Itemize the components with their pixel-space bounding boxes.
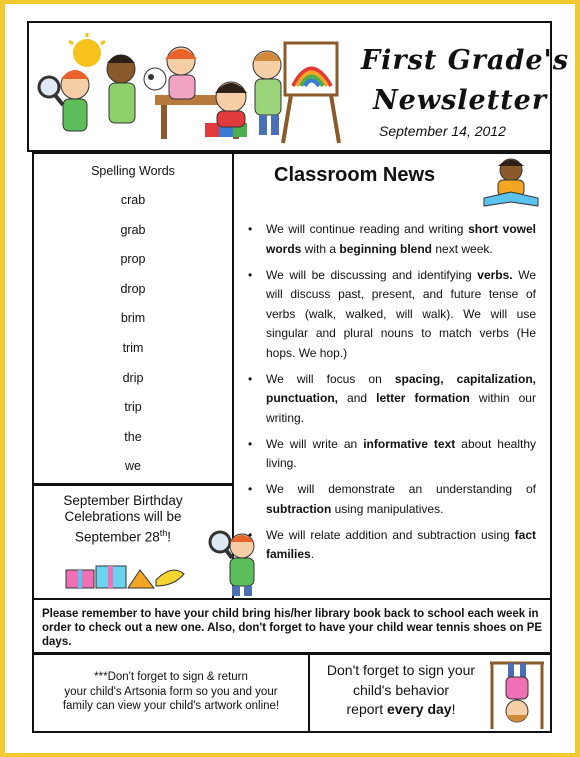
news-item-text: next week. [432,241,493,256]
upside-down-girl-icon [486,657,548,731]
birthday-date: September 28 [74,529,160,545]
classroom-news-item [266,220,536,259]
magnifier-kid-icon [208,528,264,598]
spelling-word: drop [120,281,146,296]
birthday-date-suffix: th [159,528,168,538]
classroom-news-item [266,266,536,364]
spelling-word: brim [120,311,146,326]
behavior-text [316,661,486,720]
classroom-news-item [266,435,536,474]
newsletter-title-line2: Newsletter [373,85,548,116]
news-item-bold-text: verbs. [477,267,513,282]
artsonia-box [32,653,310,733]
birthday-box [32,484,234,600]
behavior-exclaim: ! [451,701,456,717]
news-item-bold-text: informative text [363,436,456,451]
news-item-text: We will write an [266,436,364,451]
artsonia-line3: family can view your child's artwork online! [62,700,280,712]
spelling-word: grab [120,222,146,237]
news-item-text: using manipulatives. [331,501,444,516]
news-item-bold-text: short vowel words [266,222,536,256]
behavior-line2: child's behavior [352,681,450,698]
behavior-line1: Don't forget to sign your [326,662,476,678]
newsletter-date: September 14, 2012 [379,123,506,139]
reminder-box [32,598,552,654]
birthday-presents-icon [64,562,188,592]
artsonia-line1: ***Don't forget to sign & return [94,671,248,683]
news-item-text: We will relate addition and subtraction using [266,527,515,542]
classroom-news-item [266,480,536,519]
news-item-bold-text: subtraction [266,501,332,516]
spelling-words-title: Spelling Words [91,164,175,178]
kids-classroom-illustration [35,31,347,149]
news-item-bold-text: beginning blend [339,241,433,256]
classroom-news-title: Classroom News [274,164,436,186]
spelling-word: trip [124,400,142,415]
behavior-every-day: every day [386,701,452,717]
news-item-text: We will be discussing and identifying [266,267,478,282]
news-item-text: We will demonstrate an understanding of [266,482,536,496]
classroom-news-item [266,526,536,565]
news-item-text: with a [301,241,340,256]
news-item-text: . [310,547,315,561]
classroom-news-item [266,370,536,429]
news-item-text: about healthy living. [266,436,537,470]
reading-girl-icon [478,156,544,210]
news-item-text: We will discuss past, present, and future tense of verbs (walk, walked, will walk). We will use singular and plural nouns to match verbs (He hops. We hop.) [266,267,536,360]
news-item-text: We will focus on [266,371,395,386]
news-item-bold-text: letter formation [376,391,470,405]
artsonia-text [44,670,298,714]
birthday-line1: September Birthday [63,493,183,508]
news-item-text: and [338,391,377,405]
classroom-news-box [232,152,552,600]
spelling-word-list [34,192,232,488]
behavior-box [308,653,552,733]
reminder-text: Please remember to have your child bring his/her library book back to school each week in order to check out a new one. Also, don't forget to have your child wear tennis shoes on PE days. [42,608,543,648]
artsonia-line2: your child's Artsonia form so you and your [64,685,278,698]
news-item-bold-text: fact families [266,527,536,561]
header-box [27,21,570,152]
newsletter-title-line1: First Grade's [361,45,570,76]
birthday-text [48,493,198,546]
birthday-line3 [48,525,198,546]
news-item-text: within our writing. [266,391,536,425]
spelling-word: prop [120,252,146,267]
spelling-word: drip [122,370,144,385]
behavior-report: report [346,701,387,717]
behavior-line3 [316,700,486,720]
news-item-bold-text: spacing, capitalization, punctuation, [266,371,536,405]
spelling-word: the [124,429,142,444]
news-item-text: We will continue reading and writing [266,222,469,236]
classroom-news-list [264,220,536,571]
spelling-word: trim [122,340,144,355]
birthday-line2: Celebrations will be [64,509,182,524]
spelling-words-box [32,152,234,485]
birthday-exclaim: ! [167,529,172,545]
spelling-word: crab [120,193,146,207]
spelling-word: we [125,459,141,474]
